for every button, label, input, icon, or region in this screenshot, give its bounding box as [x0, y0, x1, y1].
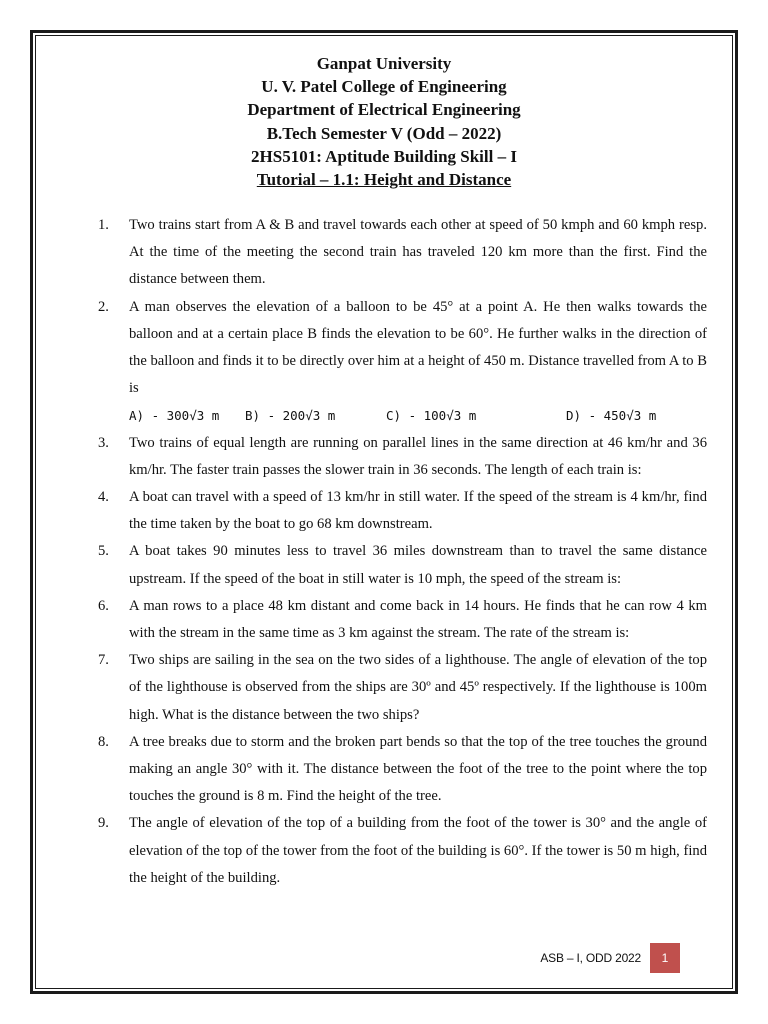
question-text: A boat can travel with a speed of 13 km/hr in still water. If the speed of the stream is 4 km/hr, find the time taken by the boat to go 68 km downstream. — [129, 489, 707, 533]
question-item — [93, 810, 707, 892]
question-text: Two trains of equal length are running on parallel lines in the same direction at 46 km/hr and 36 km/hr. The faster train passes the slower train in 36 seconds. The length of each train is: — [129, 434, 707, 478]
question-item — [93, 484, 707, 538]
answer-options — [129, 402, 707, 429]
question-text: A man observes the elevation of a balloon to be 45° at a point A. He then walks towards the balloon and at a certain place B finds the elevation to be 60°. He further walks in the direction of the balloon and finds it to be directly over him at a height of 450 m. Distance travelled from A to B is — [129, 298, 707, 397]
option-b: B) - 200√3 m — [245, 408, 336, 424]
question-text: A man rows to a place 48 km distant and come back in 14 hours. He finds that he can row 4 km with the stream in the same time as 3 km against the stream. The rate of the stream is: — [129, 597, 707, 642]
question-text: A tree breaks due to storm and the broken part bends so that the top of the tree touches the ground making an angle 30° with it. The distance between the foot of the tree to the point where the top touches the ground is 8 m. Find the height of the tree. — [129, 733, 707, 805]
question-number: 6. — [98, 597, 109, 614]
question-number: 7. — [98, 652, 109, 669]
question-item — [93, 430, 707, 484]
university-name: Ganpat University — [316, 54, 452, 73]
department-name: Department of Electrical Engineering — [247, 100, 521, 120]
question-list — [93, 212, 707, 892]
page-footer — [540, 943, 680, 973]
question-item — [93, 729, 707, 811]
semester-line: B.Tech Semester V (Odd – 2022) — [266, 123, 502, 143]
question-text: A boat takes 90 minutes less to travel 36 miles downstream than to travel the same distance upstream. If the speed of the boat in still water is 10 mph, the speed of the stream is: — [129, 543, 707, 587]
question-number: 3. — [98, 434, 109, 451]
question-text: Two trains start from A & B and travel towards each other at speed of 50 kmph and 60 kmph resp. At the time of the meeting the second train has traveled 120 km more than the first. Find the distance between them. — [129, 217, 707, 288]
course-title: 2HS5101: Aptitude Building Skill – I — [251, 146, 517, 166]
question-number: 4. — [98, 489, 109, 506]
question-number: 5. — [98, 543, 109, 560]
question-number: 8. — [98, 733, 109, 750]
question-item — [93, 538, 707, 592]
document-header — [0, 52, 768, 191]
question-text: Two ships are sailing in the sea on the two sides of a lighthouse. The angle of elevation of the top of the lighthouse is observed from the ships are 30º and 45º respectively. If the lighthouse is 100m high. What is the distance between the two ships? — [129, 652, 707, 723]
question-number: 9. — [98, 815, 109, 832]
question-number: 2. — [98, 298, 109, 315]
option-a: A) - 300√3 m — [129, 408, 220, 424]
question-number: 1. — [98, 217, 109, 233]
footer-label: ASB – I, ODD 2022 — [540, 951, 641, 965]
college-name: U. V. Patel College of Engineering — [261, 77, 507, 97]
page-number-badge: 1 — [650, 943, 680, 973]
tutorial-title: Tutorial – 1.1: Height and Distance — [256, 170, 512, 190]
option-d: D) - 450√3 m — [566, 408, 657, 424]
option-c: C) - 100√3 m — [386, 408, 477, 424]
question-item — [93, 593, 707, 647]
question-item — [93, 294, 707, 430]
question-item — [93, 647, 707, 729]
question-item — [93, 212, 707, 294]
question-text: The angle of elevation of the top of a building from the foot of the tower is 30° and the angle of elevation of the top of the tower from the foot of the building is 60°. If the tower is 50 m high, find the height of the building. — [129, 815, 707, 886]
